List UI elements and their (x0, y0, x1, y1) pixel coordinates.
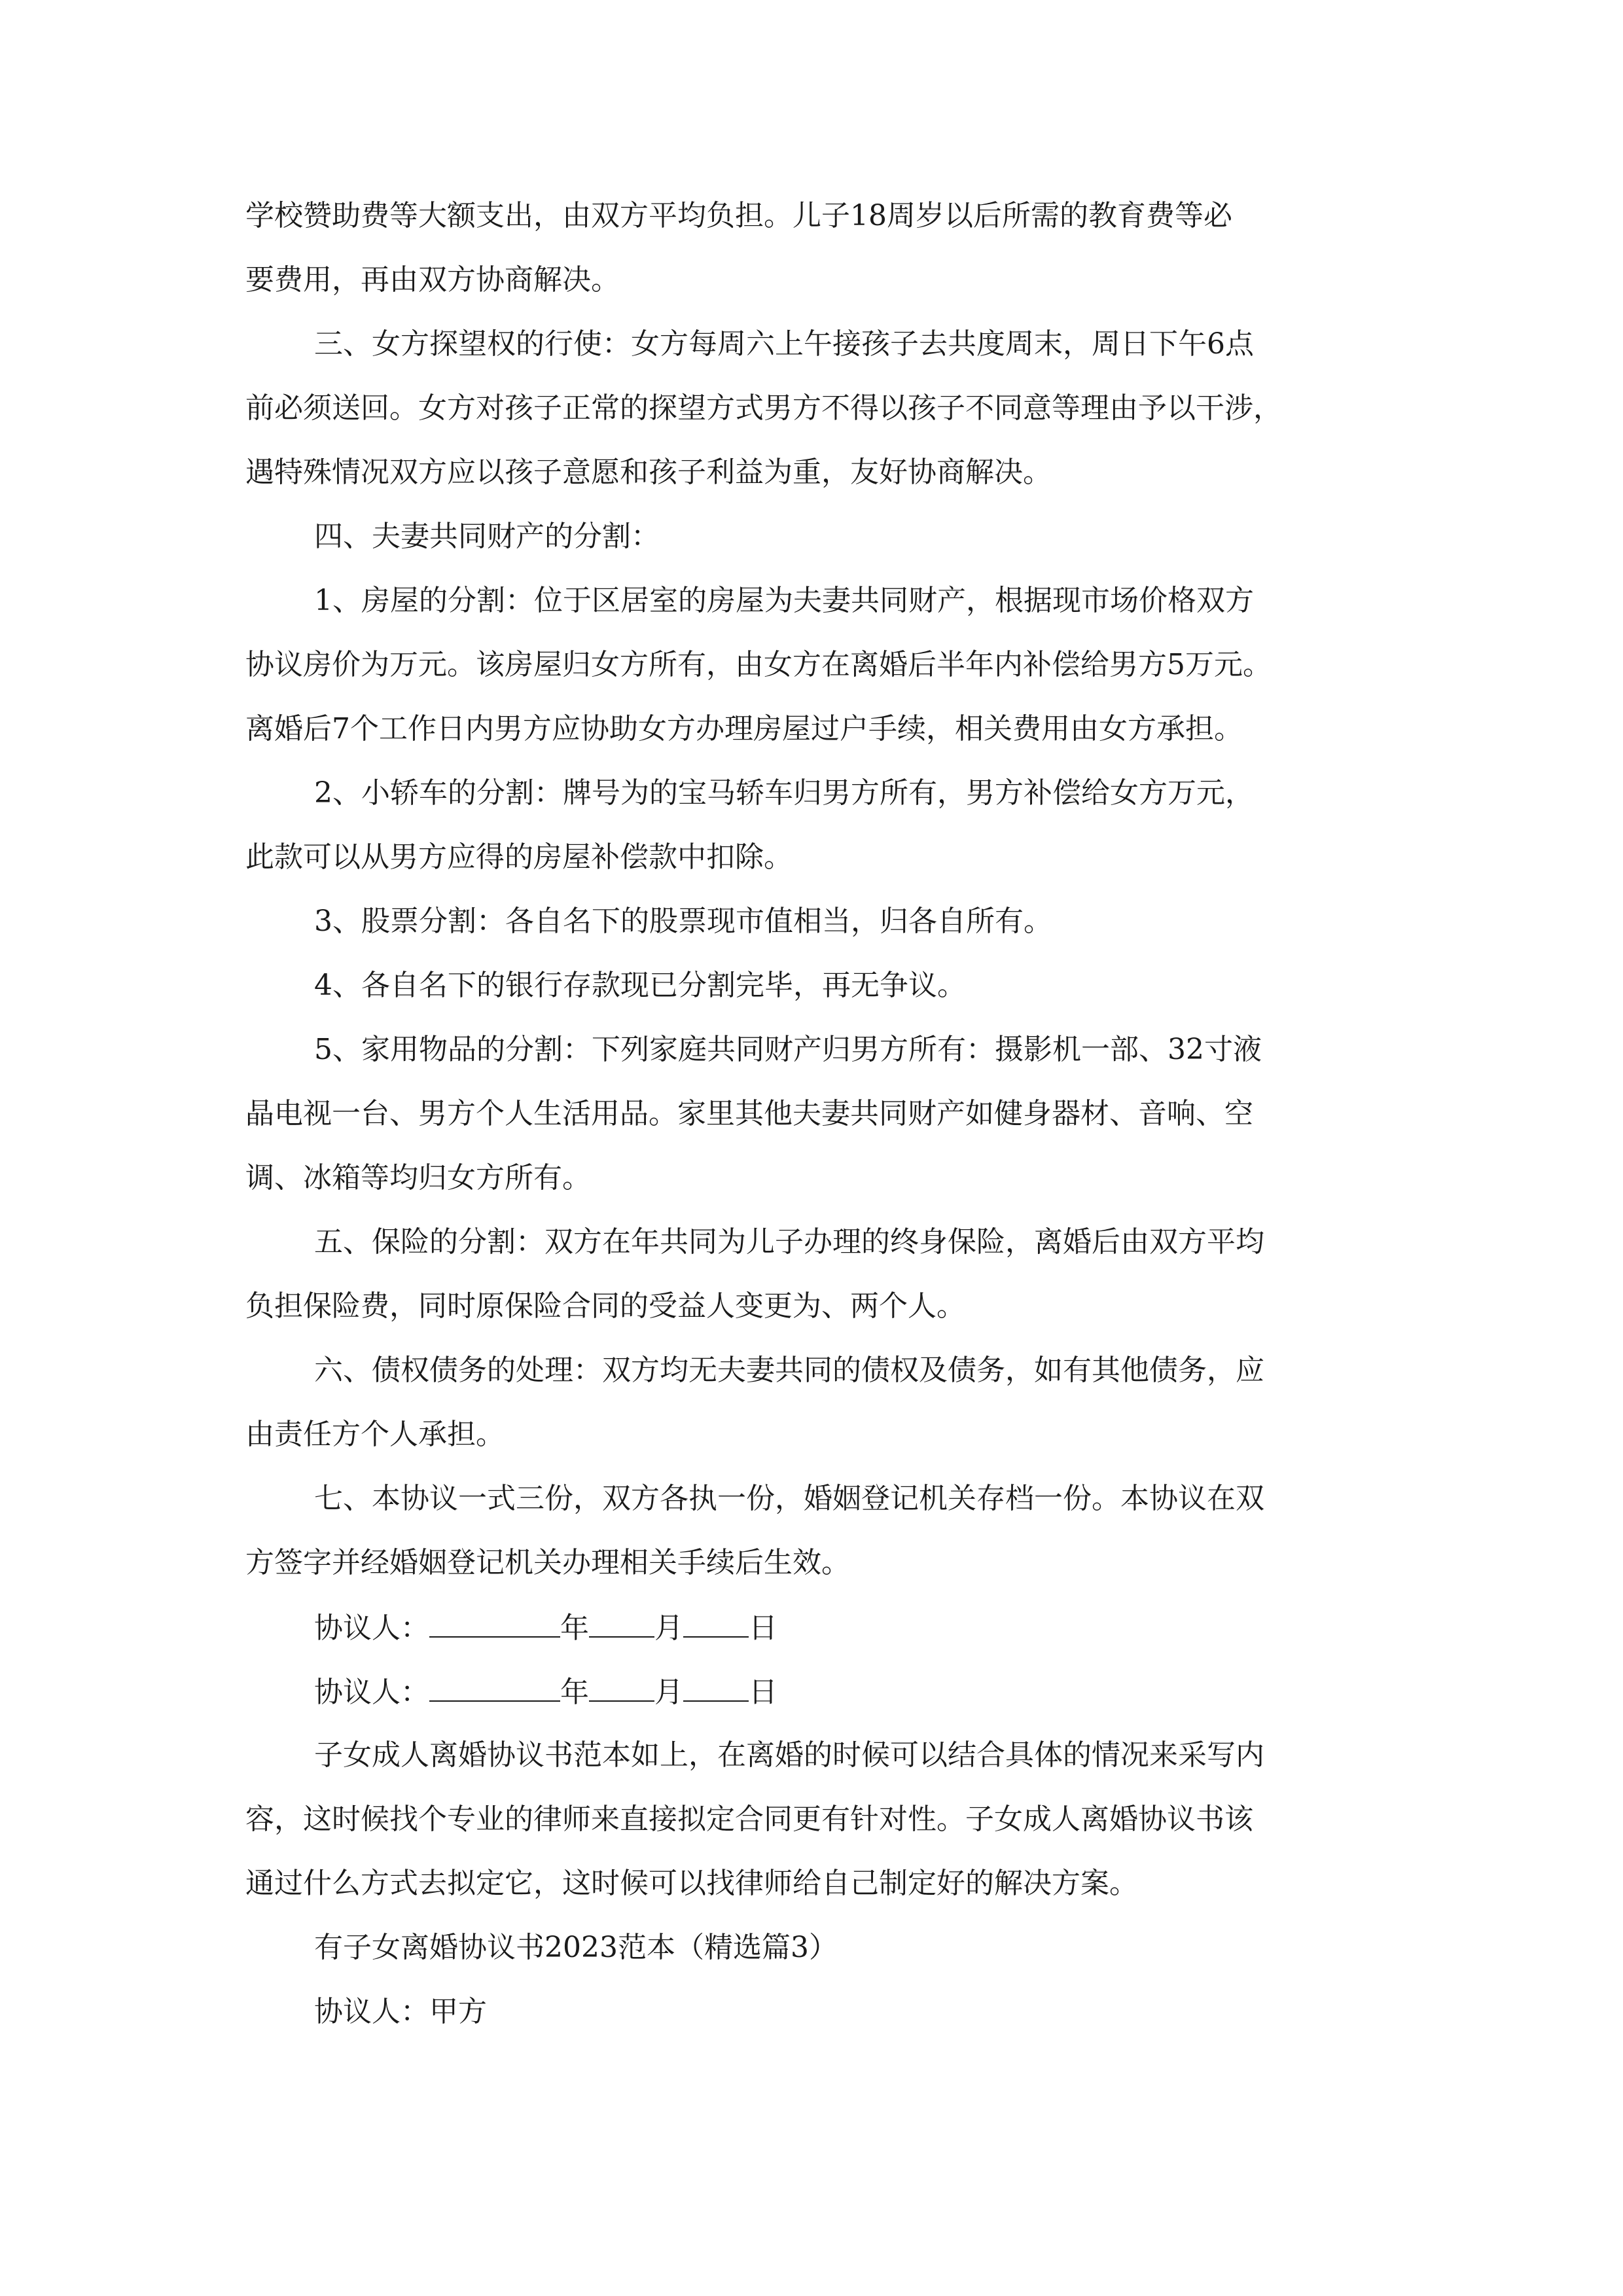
day-blank (683, 1607, 749, 1638)
signature-label: 协议人： (314, 1611, 429, 1645)
text-line: 此款可以从男方应得的房屋补偿款中扣除。 (245, 840, 793, 874)
text-line: 遇特殊情况双方应以孩子意愿和孩子利益为重，友好协商解决。 (245, 456, 1052, 489)
signature-row-1 (314, 1607, 777, 1647)
text-line: 协议房价为万元。该房屋归女方所有，由女方在离婚后半年内补偿给男方5万元。 (245, 648, 1272, 681)
month-blank (589, 1672, 654, 1702)
year-label: 年 (560, 1611, 589, 1645)
signature-row-2 (314, 1672, 777, 1711)
text-line: 由责任方个人承担。 (245, 1418, 505, 1451)
year-label: 年 (560, 1676, 589, 1709)
day-label: 日 (749, 1676, 777, 1709)
month-blank (589, 1607, 654, 1638)
section-6-debts: 六、债权债务的处理：双方均无夫妻共同的债权及债务，如有其他债务，应 (314, 1354, 1264, 1387)
closing-paragraph: 子女成人离婚协议书范本如上，在离婚的时候可以结合具体的情况来采写内 (314, 1738, 1264, 1772)
text-line: 要费用，再由双方协商解决。 (245, 263, 620, 296)
section-7-copies: 七、本协议一式三份，双方各执一份，婚姻登记机关存档一份。本协议在双 (314, 1482, 1264, 1515)
item-bank-deposits: 4、各自名下的银行存款现已分割完毕，再无争议。 (314, 969, 966, 1002)
day-label: 日 (749, 1611, 777, 1645)
day-blank (683, 1672, 749, 1702)
signature-label: 协议人： (314, 1676, 429, 1709)
section-5-insurance: 五、保险的分割：双方在年共同为儿子办理的终身保险，离婚后由双方平均 (314, 1225, 1264, 1259)
month-label: 月 (654, 1611, 683, 1645)
signature-blank (429, 1672, 560, 1702)
text-line: 调、冰箱等均归女方所有。 (245, 1161, 591, 1194)
month-label: 月 (654, 1676, 683, 1709)
text-line: 晶电视一台、男方个人生活用品。家里其他夫妻共同财产如健身器材、音响、空 (245, 1097, 1253, 1130)
text-line: 学校赞助费等大额支出，由双方平均负担。儿子18周岁以后所需的教育费等必 (245, 199, 1232, 232)
text-line: 负担保险费，同时原保险合同的受益人变更为、两个人。 (245, 1289, 965, 1323)
item-car: 2、小轿车的分割：牌号为的宝马轿车归男方所有，男方补偿给女方万元， (314, 776, 1254, 810)
text-line: 离婚后7个工作日内男方应协助女方办理房屋过户手续，相关费用由女方承担。 (245, 712, 1243, 745)
text-line: 容，这时候找个专业的律师来直接拟定合同更有针对性。子女成人离婚协议书该 (245, 1803, 1253, 1836)
signature-blank (429, 1607, 560, 1638)
text-line: 前必须送回。女方对孩子正常的探望方式男方不得以孩子不同意等理由予以干涉， (245, 391, 1282, 425)
sample-3-heading: 有子女离婚协议书2023范本（精选篇3） (314, 1931, 838, 1964)
item-stocks: 3、股票分割：各自名下的股票现市值相当，归各自所有。 (314, 905, 1052, 938)
text-line: 通过什么方式去拟定它，这时候可以找律师给自己制定好的解决方案。 (245, 1867, 1138, 1900)
paragraph-3-title: 三、女方探望权的行使：女方每周六上午接孩子去共度周末，周日下午6点 (314, 327, 1254, 361)
section-4-heading: 四、夫妻共同财产的分割： (314, 520, 660, 553)
item-house: 1、房屋的分割：位于区居室的房屋为夫妻共同财产，根据现市场价格双方 (314, 584, 1254, 617)
text-line: 方签字并经婚姻登记机关办理相关手续后生效。 (245, 1546, 850, 1579)
party-a-label: 协议人：甲方 (314, 1995, 487, 2028)
item-household-goods: 5、家用物品的分割：下列家庭共同财产归男方所有：摄影机一部、32寸液 (314, 1033, 1262, 1066)
